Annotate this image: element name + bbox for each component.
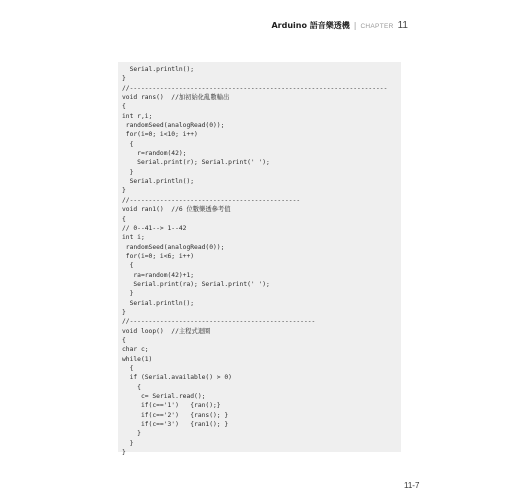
code-line: //-------------------------------------------------------------------- — [122, 84, 388, 92]
code-line: randomSeed(analogRead(0)); — [122, 243, 225, 251]
code-line: char c; — [122, 346, 149, 354]
code-block — [118, 62, 401, 457]
code-line: { — [122, 140, 134, 148]
code-line: } — [122, 439, 134, 447]
running-header — [271, 20, 408, 31]
code-line: { — [122, 336, 126, 344]
code-line: randomSeed(analogRead(0)); — [122, 122, 225, 130]
code-line: //------------------------------------------------- — [122, 318, 316, 326]
code-line: Serial.print(ra); Serial.print(' '); — [122, 280, 270, 288]
code-line: } — [122, 290, 134, 298]
code-line: void ran1() //6 位數樂透參考值 — [122, 206, 231, 214]
code-line: Serial.println(); — [122, 299, 195, 307]
code-line: ra=random(42)+1; — [122, 271, 195, 279]
code-line: } — [122, 308, 126, 316]
code-line: } — [122, 187, 126, 195]
page-number: 11-7 — [404, 481, 420, 490]
code-line: } — [122, 168, 134, 176]
code-line: int r,i; — [122, 112, 153, 120]
code-line: int i; — [122, 234, 145, 242]
code-line: Serial.print(r); Serial.print(' '); — [122, 159, 270, 167]
code-line: if(c=='3') {ran1(); } — [122, 421, 229, 429]
code-line: if(c=='1') {ran();} — [122, 402, 221, 410]
chapter-number: 11 — [397, 20, 408, 31]
code-line: // 0--41--> 1--42 — [122, 224, 187, 232]
chapter-label: CHAPTER — [360, 23, 394, 30]
code-line: c= Serial.read(); — [122, 393, 206, 401]
code-line: for(i=0; i<6; i++) — [122, 252, 195, 260]
code-line: r=random(42); — [122, 150, 187, 158]
code-line: Serial.println(); — [122, 178, 195, 186]
code-listing — [118, 62, 401, 457]
code-line: { — [122, 365, 134, 372]
book-title: Arduino 語音樂透機 — [271, 21, 350, 30]
code-line: if(c=='2') {rans(); } — [122, 411, 229, 419]
code-line: //--------------------------------------------- — [122, 196, 301, 204]
code-line: } — [122, 430, 141, 438]
code-line: void rans() //加初始化亂數輸出 — [122, 94, 230, 102]
code-line: } — [122, 75, 126, 83]
code-line: { — [122, 215, 126, 223]
code-line: } — [122, 449, 126, 457]
code-line: { — [122, 103, 126, 111]
code-line: Serial.println(); — [122, 66, 195, 73]
header-separator: | — [353, 21, 357, 30]
code-line: while(1) — [122, 355, 153, 363]
code-line: if (Serial.available() > 0) — [122, 374, 232, 382]
code-line: for(i=0; i<10; i++) — [122, 131, 198, 139]
code-line: { — [122, 383, 141, 391]
code-line: { — [122, 262, 134, 270]
code-line: void loop() //主程式迴圈 — [122, 327, 211, 335]
